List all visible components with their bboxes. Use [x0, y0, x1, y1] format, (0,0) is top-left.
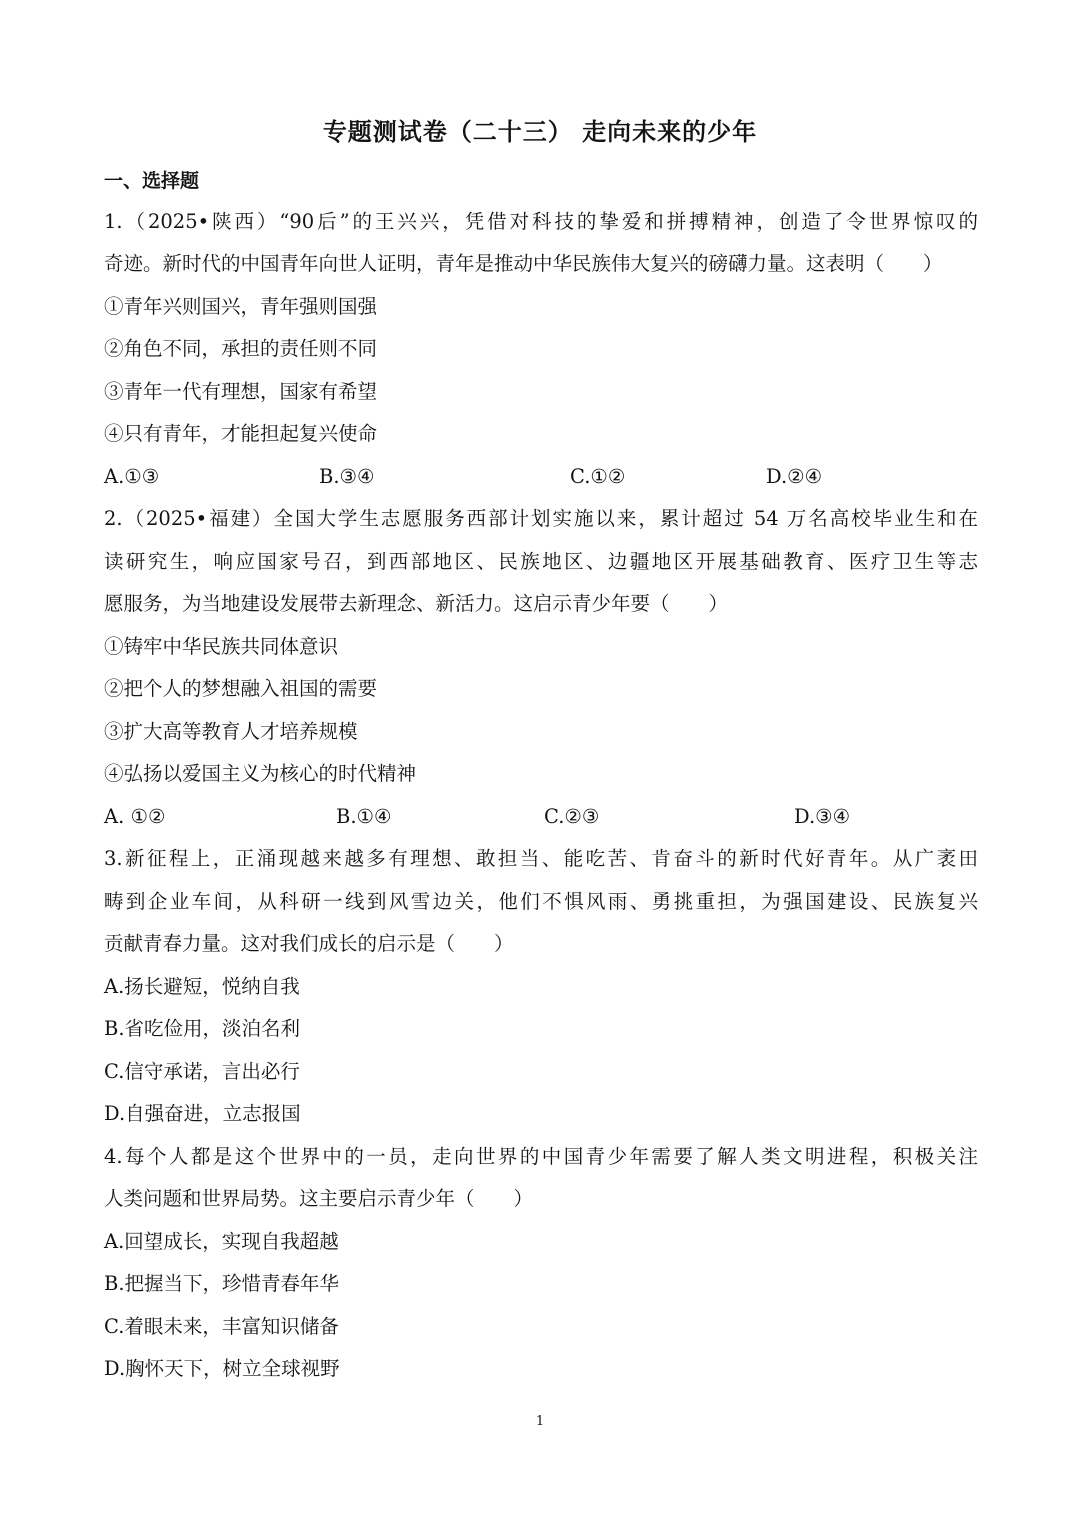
answer-option-b[interactable]: B.把握当下，珍惜青春年华 [104, 1272, 340, 1295]
question-stem-line: 读研究生，响应国家号召，到西部地区、民族地区、边疆地区开展基础教育、医疗卫生等志 [104, 550, 978, 573]
answer-option-b[interactable]: B.省吃俭用，淡泊名利 [104, 1017, 301, 1040]
answer-option-d[interactable]: D.胸怀天下，树立全球视野 [104, 1357, 340, 1380]
question-stem-line: 畴到企业车间，从科研一线到风雪边关，他们不惧风雨、勇挑重担，为强国建设、民族复兴 [104, 890, 978, 913]
answer-option-c[interactable]: C.着眼未来，丰富知识储备 [104, 1315, 339, 1338]
page-title: 专题测试卷（二十三） 走向未来的少年 [322, 118, 758, 146]
statement-item: ①铸牢中华民族共同体意识 [104, 635, 339, 658]
statement-item: ②把个人的梦想融入祖国的需要 [104, 677, 378, 700]
question-stem-line: 4.每个人都是这个世界中的一员，走向世界的中国青少年需要了解人类文明进程，积极关注 [104, 1145, 978, 1168]
statement-item: ③扩大高等教育人才培养规模 [104, 720, 358, 743]
answer-option-c[interactable]: C.信守承诺，言出必行 [104, 1060, 300, 1083]
answer-option-b[interactable]: B.①④ [336, 805, 392, 828]
answer-option-d[interactable]: D.自强奋进，立志报国 [104, 1102, 301, 1125]
answer-options-row [104, 801, 1004, 833]
question-stem-line: 2.（2025•福建）全国大学生志愿服务西部计划实施以来，累计超过 54 万名高校毕业生和在 [104, 507, 978, 530]
question-stem-line: 人类问题和世界局势。这主要启示青少年（ ） [104, 1187, 534, 1210]
statement-item: ①青年兴则国兴，青年强则国强 [104, 295, 378, 318]
statement-item: ④只有青年，才能担起复兴使命 [104, 422, 378, 445]
answer-option-a[interactable]: A.扬长避短，悦纳自我 [104, 975, 300, 998]
answer-option-a[interactable]: A. ①② [104, 805, 166, 828]
question-stem-line: 贡献青春力量。这对我们成长的启示是（ ） [104, 932, 514, 955]
question-stem-line: 1.（2025•陕西）“90后”的王兴兴，凭借对科技的挚爱和拼搏精神，创造了令世界惊叹的 [104, 210, 978, 233]
answer-option-b[interactable]: B.③④ [319, 465, 375, 488]
answer-option-d[interactable]: D.②④ [766, 465, 823, 488]
answer-options-row [104, 461, 1004, 493]
question-stem-line: 3.新征程上，正涌现越来越多有理想、敢担当、能吃苦、肯奋斗的新时代好青年。从广袤田 [104, 847, 978, 870]
statement-item: ②角色不同，承担的责任则不同 [104, 337, 378, 360]
answer-option-d[interactable]: D.③④ [794, 805, 851, 828]
section-heading: 一、选择题 [104, 170, 200, 192]
answer-option-a[interactable]: A.回望成长，实现自我超越 [104, 1230, 339, 1253]
question-stem-line: 愿服务，为当地建设发展带去新理念、新活力。这启示青少年要（ ） [104, 592, 729, 615]
answer-option-c[interactable]: C.①② [570, 465, 626, 488]
question-stem-line: 奇迹。新时代的中国青年向世人证明，青年是推动中华民族伟大复兴的磅礴力量。这表明（ ） [104, 252, 943, 275]
statement-item: ④弘扬以爱国主义为核心的时代精神 [104, 762, 417, 785]
page-number: 1 [535, 1414, 545, 1429]
answer-option-c[interactable]: C.②③ [544, 805, 600, 828]
statement-item: ③青年一代有理想，国家有希望 [104, 380, 378, 403]
answer-option-a[interactable]: A.①③ [104, 465, 160, 488]
